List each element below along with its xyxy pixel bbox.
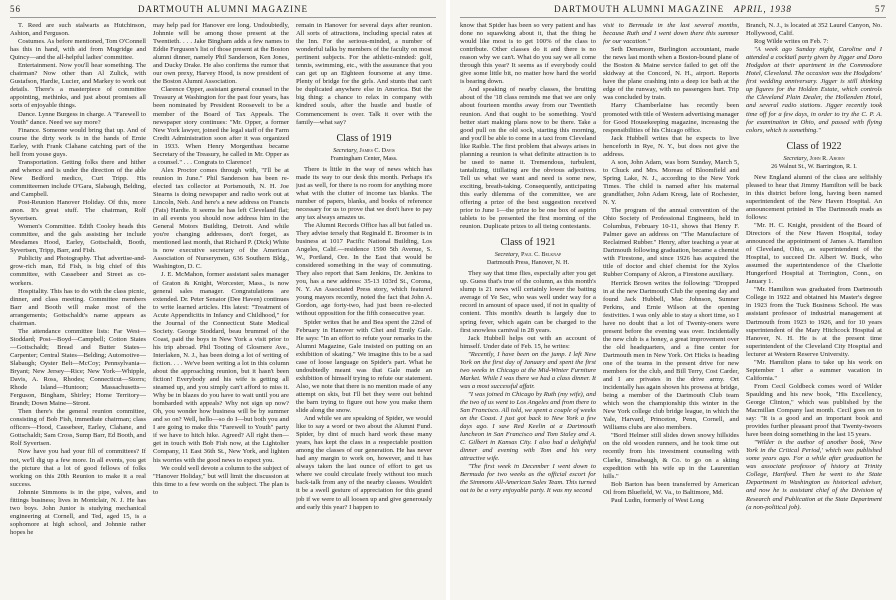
secretary-name: John R. Aborn (809, 154, 845, 162)
paragraph: New England alumni of the class are selfishly pleased to hear that Jimmy Hamilton will be back in this district before long, having been named superintendent of the New Haven Hospital. An announcement printed in The Dartmouth reads as follows: (746, 173, 882, 221)
paragraph: Women's Committee. Edith Cooley heads this committee, and the gals assisting her include Mesdames Hood, Earley, Gottschaldt, Booth, Syvertsen, Tripp, Barr, and Fish. (10, 223, 146, 255)
running-title-text: DARTMOUTH ALUMNI MAGAZINE (138, 4, 308, 14)
class-1921-location: Dartmouth Press, Hanover, N. H. (486, 259, 570, 267)
paragraph: From Cecil Goldbeck comes word of Wilder Spaulding and his new book, "His Excellency, George Clinton," which was published by the Macmillan Company last month. Cecil goes on to say: "It is a good and an important book and provides further pleasant proof that Twenty-twoers have been doing something in the last 15 years. (746, 382, 882, 439)
paragraph: Johnnie Simmons is in the pipe, valves, and fittings business; lives in Montclair, N. J. He has two boys. John Junior is studying mechanical engineering at Cornell, and Ted, aged 15, is a sophomore at high school, and Johnnie rather hopes he (10, 488, 146, 536)
left-column-1 (10, 22, 146, 596)
paragraph: Herrick Brown writes the following: "Dropped in at the new Dartmouth Club the opening day and found Jack Hubbell, Mac Johnson, Sumner Perkins, and Ernie Wilson at the opening festivities. I was only able to stay a short time, so I have no doubt that a lot of Twenty-oners were present before the evening was over. Incidentally the new club is a honey, a great improvement over the old headquarters, and a fine center for Dartmouth men in New York. Ort Hicks is heading one of the teams in the present drive for new members for the club, and Bill Terry, Cost Carder, and I are privates in the drive army. Ort incidentally has again shown his prowess at bridge, being a member of the Dartmouth Club team which won the championship this winter in the New York college club bridge league, in which the Yale, Harvard, Princeton, Penn, Cornell, and Williams clubs are also members. (603, 279, 739, 432)
paragraph: And while we are speaking of Spider, we would like to say a word or two about the Alumni Fund. Spider, by dint of much hard work these many years, has kept the class in a respectable position among the classes of our generation. He has never had any margin to work on, however, and it has always taken the last ounce of effort to get us where we could circulate freely without too much back-talk from any of the nearby classes. Wouldn't it be a swell gesture of appreciation for this grand job if we were to all loosen up and give generously and early this year? I happen to (296, 415, 432, 511)
running-title (10, 4, 436, 14)
paragraph: T. Reed are such stalwarts as Hutchinson, Ashton, and Ferguson. (10, 22, 146, 38)
class-1922-location: 26 Walnut St., W. Barrington, R. I. (771, 162, 857, 170)
class-1921-heading: Class of 1921 (500, 237, 556, 249)
class-1919-heading: Class of 1919 (336, 132, 392, 144)
right-column-2 (603, 22, 739, 596)
right-page-header (460, 4, 886, 18)
paragraph: Costumes. As before mentioned, Tom O'Connell has this in hand, with aid from Mugridge and Quincy—and the all-helpful ladies' committee. (10, 38, 146, 62)
class-1919-secretary (296, 147, 432, 155)
paragraph: A son, John Adam, was born Sunday, March 5, to Chuck and Mrs. Moreau of Bloomfield and Spring Lake, N. J., according to the New York Times. The child is named after his maternal grandfather, John Adam Kresg, late of Rochester, N. Y. (603, 158, 739, 207)
right-column-1 (460, 22, 596, 596)
secretary-label: Secretary, (333, 146, 358, 154)
right-page-number: 57 (875, 4, 886, 14)
paragraph: "Wilder is the author of another book, 'New York in the Critical Period,' which was published some years ago. For a while after graduation he was associate professor of history at Trinity College, Hartford. Then he went to the State Department in Washington as historical adviser, and now he is assistant chief of the Division of Research and Publication at the State Department (a non-political job). (746, 439, 882, 511)
paragraph: know that Spider has been so very patient and has done no squawking about it, that the thing he would like most is to get 100% of the class to contribute. Other classes do it and there is no reason why we can't. What do you say we all come through this year? It seems as if everybody could give some little bit, no matter how hard the world is bearing down. (460, 22, 596, 86)
paragraph: The program of the annual convention of the Ohio Society of Professional Engineers, held in Columbus, February 10-11, shows that Henry F. Palmer gave an address on "The Manufacture of Reclaimed Rubber." Henry, after teaching a year at Dartmouth following graduation, became a chemist with Firestone, and since 1926 has acquired the title of doctor and chief chemist for the Xylos Rubber Company of Akron, a Firestone auxiliary. (603, 207, 739, 279)
paragraph: "Mr. Hamilton plans to take up his work on September 1 after a summer vacation in California." (746, 358, 882, 382)
paragraph: Harry Chamberlaine has recently been promoted with title of Western advertising manager for Good Housekeeping magazine, increasing the responsibilities of his Chicago office. (603, 102, 739, 134)
paragraph: J. E. McMahon, former assistant sales manager of Graton & Knight, Worcester, Mass., is now general sales manager. Congratulations are extended. Dr. Peter Senator (Dee Haven) continues to write learned articles. His latest: "Treatment of Acute Appendicitis in Infancy and Childhood," for the Journal of the Connecticut State Medical Society. George Stoddard, beau brummel of the Coast, paid the boys in New York a visit prior to his trip abroad. Phil Tooting of Glosmere Ave., Interlaken, N. J., has been doing a lot of writing of fiction. . . . We've been writing a lot in this column about the approaching reunion, but it hasn't been fiction! Everybody and his wife is getting all steamed up, and you simply can't afford to miss it. Why be in blazes do you have to wait until you are bombarded with appeals? Why not sign up now? Oh, you wonder how business will be by summer and so on? Well, hello—so do I—but both you and I are going to make this "Farewell to Youth" party if we have to hitch hike. Agreed? All right then—get in touch with Bob Fish now, at the Lightolier Company, 11 East 36th St., New York, and lighten his worries with the good news to expect you. (153, 271, 289, 464)
paragraph: Bob Barton has been transferred by American Oil from Bluefield, W. Va., to Baltimore, Md. (603, 480, 739, 496)
left-column-3 (296, 22, 432, 596)
paragraph: Branch, N. J., is located at 352 Laurel Canyon, No. Hollywood, Calif. (746, 22, 882, 38)
header-rule (460, 17, 886, 18)
paragraph: Entertainment. Now you'll hear something. The chairman? Now other than Al Zulick, with Gustafson, Hardie, Lucier, and Markey to work out details. There's a masterpiece of committee appointing, methinks, and just about promises all sorts of enjoyable things. (10, 62, 146, 110)
paragraph: We could well devote a column to the subject of "Hanover Holiday," but will limit the discussion at this time to a few words on the subject. The plan is to (153, 464, 289, 496)
paragraph: Jack Hubbell helps out with an account of himself. Under date of Feb. 15, he writes: (460, 334, 596, 350)
paragraph: remain in Hanover for several days after reunion. All sorts of attractions, including special rates at the Inn. For the serious-minded, a number of wonderful talks by members of the faculty on most pertinent subjects. For the athletic-minded: golf, tennis, swimming, etc., with the assurance that you can get up an Eighteen foursome at any time. Plenty of bridge for the girls. And stunts that can't be duplicated anywhere else in America. But the big thing: a chance to relax in company with kindred souls, after the hustle and bustle of Commencement is over. Talk it over with the family—what say? (296, 22, 432, 126)
paragraph: "Mr. H. C. Knight, president of the Board of Directors of the New Haven Hospital, today announced the appointment of James A. Hamilton of Cleveland, Ohio, as superintendent of the Hospital, to succeed Dr. Albert W. Buck, who assumed the superintendence of the Charlotte Hungerford Hospital at Torrington, Conn., on January 1. (746, 221, 882, 286)
left-page-header (10, 4, 436, 18)
running-title-text: DARTMOUTH ALUMNI MAGAZINE (554, 4, 725, 14)
paragraph: Finance. Someone would bring that up. And of course the dirty work is in the hands of Ernie Earley, with Frank Clahane catching part of the hell from youse guys. (10, 126, 146, 158)
right-page (450, 0, 896, 600)
left-page-number: 56 (10, 4, 21, 14)
paragraph: And speaking of nearby classes, the bruiting about of the '18 class reminds me that we are only about fourteen months away from our Twentieth reunion. And that ought to be something. You'd better start making plans now to be there. Take a good pull on the old sock, starting this morning, and you'll be able to come in a taxi from Cleveland like Raible. The first problem that always arises in planning a reunion is what definite attraction is to be used to name it. Tremendous, turbulent, tantalizing, titillating are the obvious adjectives. Tell us what we want and need is some new, exciting, breath-taking. Consequently, anticipating this early dilemma of the committee, we are offering a prize of the best suggestion received prior to June 1—the prize to be one box of aspirin tablets to be presented the first morning of the reunion. Duplicate prizes to all tieing contestants. (460, 86, 596, 231)
paragraph: may help pad for Hanover ere long. Undoubtedly, Johnnie will be among those present at the Twentieth. . . . Jake Bingham adds a few names to Eddie Ferguson's list of those present at the Boston alumni dinner, namely Phil Sanderson, Ken Jones, and Ducky Drake. He also confirms the rumor that our own prexy, Harvey Hood, is now president of the Boston Alumni Association. (153, 22, 289, 86)
paragraph: Alex Proctor comes through with, "I'll be at reunion in June." Phil Sanderson has been re-elected tax collector at Portsmouth, N. H. Joe Stearns is doing newspaper and radio work out at Lincoln, Neb. And here's a new address on Francis (Fats) Hardie. It seems he has left Cleveland flat; in all events you should now address him in the General Motors Building, Detroit. And while you're changing addresses, don't forget, as mentioned last month, that Richard P. (Dick) White is now executive secretary of the American Association of Nurserymen, 636 Southern Bldg., Washington, D. C. (153, 166, 289, 271)
paragraph: Now have you had your fill of committees? If not, we'll dig up a few more. In all events, you get the picture that a lot of good fellows of folks working on this 20th Reunion to make it a real success. (10, 448, 146, 488)
paragraph: Post-Reunion Hanover Holiday. Of this, more anon. It's great stuff. The chairman, Rolf Syvertsen. (10, 199, 146, 223)
paragraph: "A week ago Sunday night, Caroline and I attended a cocktail party given by Jigger and Doro Hodgdon at their apartment in the Commodore Hotel, Cleveland. The occasion was the Hodgdons' first wedding anniversary. Jigger is still thinking up figures for the Holden Estate, which controls the Cleveland Plain Dealer, the Hollenden Hotel, and several radio stations. Jigger recently took time off for a few days, in order to try the C. P. A. for examination in Ohio, and passed with flying colors, which is something." (746, 46, 882, 134)
paragraph: The attendance committee lists: Far West—Stoddard; Post—Boyd—Campbell; Cotton States—Gottschaldt; Bread and Butter States—Carpenter; Central States—Belding; Automotive—Slabaugh; Oyster Belt—McCoy; Pennsylvania—Bryant; New Jersey—Rice; New York—Whipple, Davis, A. Ross, Rhodes; Connecticut—Storrs; Rhode Island—Huntoon; Massachusetts—Ferguson, Bingham, Shirley; Home Territory—Brandt; Down Maine—Stront. (10, 327, 146, 408)
class-1922-secretary (746, 155, 882, 163)
paragraph: "Mr. Hamilton was graduated from Dartmouth College in 1922 and obtained his Master's degree in 1923 from the Tuck Business School. He was assistant professor of industrial management at Dartmouth from 1923 to 1926, and for 10 years superintendent of the Mary Hitchcock Hospital at Hanover, N. H. He is at the present time superintendent of the Cleveland City Hospital and lecturer at Western Reserve University. (746, 286, 882, 358)
paragraph: Jack Hubbell writes that he expects to live henceforth in Rye, N. Y., but does not give the address. (603, 134, 739, 158)
paragraph: They say that time flies, especially after you get up. Guess that's true of the column, as this month's slump is 21 news will certainly lower the batting average of Ye Sec, who was well under way for a record in amount of space used, if not in quality of content. This month's dearth is largely due to spring fever, which again can be charged to the first snowless carnival in 28 years. (460, 270, 596, 334)
header-rule (10, 17, 436, 18)
secretary-label: Secretary, (783, 154, 809, 162)
running-title (460, 4, 886, 14)
right-columns (460, 22, 886, 596)
class-1922-heading: Class of 1922 (786, 140, 842, 152)
paragraph: "Recently, I have been on the jump. I left New York on the first day of January and spent the first two weeks in Chicago at the Mid-Winter Furniture Market. While I was there we had a class dinner. It was a most successful affair. (460, 350, 596, 390)
paragraph: "I was joined in Chicago by Ruth (my wife), and the two of us went to Los Angeles and from there to San Francisco. All told, we spent a couple of weeks on the Coast. I just got back to New York a few days ago. I saw Red Keelin at a Dartmouth luncheon in San Francisco and Tom Staley and A. C. Gilbert in Kansas City. I also had a delightful dinner and evening with Tom and his very attractive wife. (460, 390, 596, 463)
paragraph: Publicity and Photography. That advertise-and-grow-rich man, Ed Fish, is big chief of this committee, with Cassebeer and Street as co-workers. (10, 255, 146, 287)
running-title-month: APRIL, 1938 (733, 4, 792, 14)
right-column-3 (746, 22, 882, 596)
class-1919-location: Framingham Center, Mass. (330, 154, 398, 162)
left-column-2 (153, 22, 289, 596)
left-columns (10, 22, 436, 596)
paragraph: Paul Ludin, formerly of West Long (611, 496, 704, 504)
paragraph: Spider writes that he and Bea spent the 22nd of February in Hanover with Chet and Emily Gale. He says: "In an effort to refute your remarks in the Alumni Magazine, Gale insisted on putting on an exhibition of skating." We imagine this to be a sad case of loose language on Spider's part. What he undoubtedly meant was that Gale made an exhibition of himself trying to refute our statement. Also, we note that there is no mention made of any attempt on skis, but I'll bet they were out behind the barn trying to figure out how you make them slide along the snow. (296, 318, 432, 415)
class-1921-secretary (460, 251, 596, 259)
secretary-label: Secretary, (494, 251, 520, 259)
paragraph: "Bord Helmer still slides down snowy hillsides on the old wooden runners, and he took time out recently from his investment counseling with Clarke, Sinsabaugh, & Co. to go on a skiing expedition with his wife up in the Laurentian hills." (603, 432, 739, 480)
paragraph: Hospitality. This has to do with the class picnic, dinner, and class meeting. Committee members Barr and Booth will make most of the arrangements; Gottschaldt's name appears as chairman. (10, 287, 146, 327)
left-page (0, 0, 446, 600)
paragraph: Transportation. Getting folks there and hither and whence and is under the direction of the able New Bedford medico, Curt Tripp. His committeemen include O'Gara, Slabaugh, Belding, and Campbell. (10, 158, 146, 198)
secretary-name: James C. Davis (359, 146, 395, 154)
paragraph: Rog Wilde writes on Feb. 7: (754, 38, 829, 46)
paragraph: The Alumni Records Office has all but failed us. They advise tersely that Reginald E. Broomer is in business at 1017 Pacific National Building, Los Angeles, Calif.—residence 1590 5th Avenue, S. W., Portland, Ore. In the East that would be considered something in the way of commuting. They also report that Sam Jenkins, Dr. Jenkins to you, has a new address: 35-13 103rd St., Corona, N. Y. An Associated Press story, which featured young mayors recently, noted the fact that John A. Gordon, age forty-two, had just been re-elected without opposition for the fifth consecutive year. (296, 221, 432, 318)
paragraph: Seth Densmore, Burlington accountant, made the news last month when a Boston-bound plane of the Boston & Maine service failed to get off the skidway at the Concord, N. H., airport. Reports have the plane crashing into a deep ice bath at the edge of the runway, with no passengers hurt. Trip was concluded by train. (603, 46, 739, 102)
paragraph: visit to Bermuda in the last several months, because Ruth and I went down there this summer for our vacation." (603, 22, 739, 46)
paragraph: There is little in the way of news which has made its way to our desk this month. Perhaps it's just as well, for there is no room for anything more what with the clutter of income tax blanks. The number of papers, blanks, and books of reference necessary for us to prove that we don't have to pay any tax always amazes us. (296, 165, 432, 221)
secretary-name: Paul C. Belknap (520, 251, 562, 259)
paragraph: Clarence Opper, assistant general counsel in the Treasury at Washington for the past four years, has been nominated by President Roosevelt to be a member of the Board of Tax Appeals. The newspaper story continues: "Mr. Opper, a former New York lawyer, joined the legal staff of the Farm Credit Administration soon after it was organized in 1933. When Henry Morgenthau became Secretary of the Treasury, he called in Mr. Opper as a counsel." . . . Congrats to Clarence! (153, 86, 289, 166)
paragraph: "The first week in December I went down to Bermuda for two weeks as the official escort for the Simmons All-American Sales Team. This turned out to be a very enjoyable party. It was my second (460, 463, 596, 495)
paragraph: Dance. Lynne Burgess in charge. A "Farewell to Youth" dance. Need we say more? (10, 110, 146, 126)
paragraph: Then there's the general reunion committee, consisting of Bob Fish, immediate chairman; class officers—Hood, Cassebeer, Earley, Clahane, and Gottschaldt; Sam Cross, Sump Barr, Ed Booth, and Rolf Syvertsen. (10, 408, 146, 448)
